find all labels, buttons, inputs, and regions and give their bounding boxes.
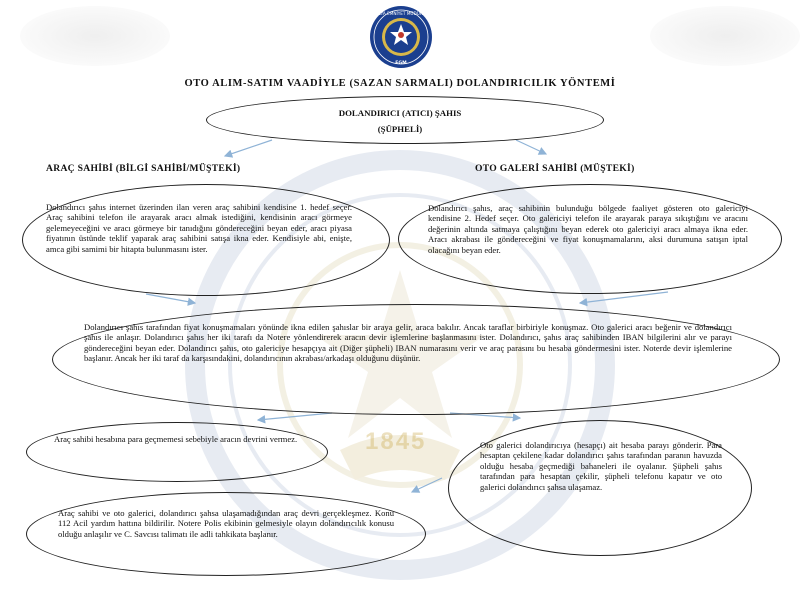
suspect-label: DOLANDIRICI (ATICI) ŞAHIS	[338, 108, 462, 118]
arrow-suspect-to-owner	[225, 140, 272, 156]
emblem-top-text: ANTALYA EMNİYET MÜDÜRLÜĞÜ	[367, 11, 435, 16]
arrow-suspect-to-dealer	[516, 140, 546, 154]
dealer-result-text: Oto galerici dolandırıcıya (hesapçı) ait hesaba parayı gönderir. Para hesaptan çekilene kadar dolandırıcı şahıs tarafından paranın havuzda olduğu hesaba geçmediği bahaneleri ile oyalanır. Şüpheli şahıs tarafından para hesaptan çekilir, şüpheli telefonu kapatır ve oto galerici dolandırıcı şahsa ulaşamaz.	[480, 440, 722, 492]
owner-description: Dolandırıcı şahıs internet üzerinden ilan veren araç sahibini kendisine 1. hedef seçer. Araç sahibini telefon ile arayarak aracı almak istediğini, kendisinin aracı görmeye gelemeyeceğini ve aracı görmeye bir tanıdığını göndereceğini beyan eder, aracı piyasa fiyatının üstünde teklif yaparak araç sahibini satışa ikna eder. Kendisiyle abi, enişte, amca gibi samimi bir hitapta bulunmasını ister.	[46, 202, 352, 254]
dealer-heading: OTO GALERİ SAHİBİ (MÜŞTEKİ)	[475, 163, 635, 174]
suspect-sublabel: (ŞÜPHELİ)	[377, 124, 423, 134]
meeting-description: Dolandırıcı şahıs tarafından fiyat konuşmamaları yönünde ikna edilen şahıslar bir araya gelir, araca bakılır. Ancak taraflar birbiriyle konuşmaz. Oto galerici aracı beğenir ve dolandırıcı şahıs ile anlaşır. Dolandırıcı şahıs her iki tarafı da Notere yönlendirerek aracın devir işlemlerine başlanmasını ister. Dolandırıcı, şahıs araç sahibinden IBAN bilgilerini alır ve parayı göndereceğini beyan eder. Dolandırıcı şahıs, oto galericiye hesapçıya ait (Diğer şüpheli) IBAN numarasını verir ve araç parasını bu hesaba göndermesini ister. Noterde devir işlemlerine başlanır. Ancak her iki taraf da karşısındakini, dolandırıcının akrabası/arkadaşı olduğunu düşünür.	[84, 322, 732, 364]
owner-heading: ARAÇ SAHİBİ (BİLGİ SAHİBİ/MÜŞTEKİ)	[46, 163, 241, 174]
suspect-node	[206, 96, 604, 144]
arrow-meeting-to-owner-result	[258, 413, 332, 420]
final-outcome-text: Araç sahibi ve oto galerici, dolandırıcı şahsa ulaşamadığından araç devri gerçekleşmez. Konu 112 Acil yardım hattına bildirilir. Notere Polis ekibinin gelmesiyle olayın dolandırıcılık konusu olduğu anlaşılır ve C. Savcısı talimatı ile adli tahkikata başlanır.	[58, 508, 394, 539]
dealer-description: Dolandırıcı şahıs, araç sahibinin bulunduğu bölgede faaliyet gösteren oto galericiyi kendisine 2. Hedef seçer. Oto galericiyi telefon ile arayarak paraya sıkıştığını ve aracını değerinin altında satmaya çalıştığını beyan ederek oto galericiyi aracı almaya ikna eder. Aracı akrabası ile göndereceğini ve fiyat konuşmamalarını, aksi durumuna satışın iptal olacağını beyan eder.	[428, 203, 748, 255]
police-emblem-logo	[343, 4, 459, 70]
watermark-year: 1845	[365, 428, 427, 455]
owner-result-text: Araç sahibi hesabına para geçmemesi sebebiyle aracın devrini vermez.	[54, 434, 298, 444]
page-title: OTO ALIM-SATIM VAADİYLE (SAZAN SARMALI) DOLANDIRICILIK YÖNTEMİ	[184, 78, 616, 89]
owner-result-node	[26, 422, 328, 482]
emblem-bottom-text: EGM	[395, 61, 407, 66]
arrow-dealer-result-to-final	[412, 478, 442, 492]
